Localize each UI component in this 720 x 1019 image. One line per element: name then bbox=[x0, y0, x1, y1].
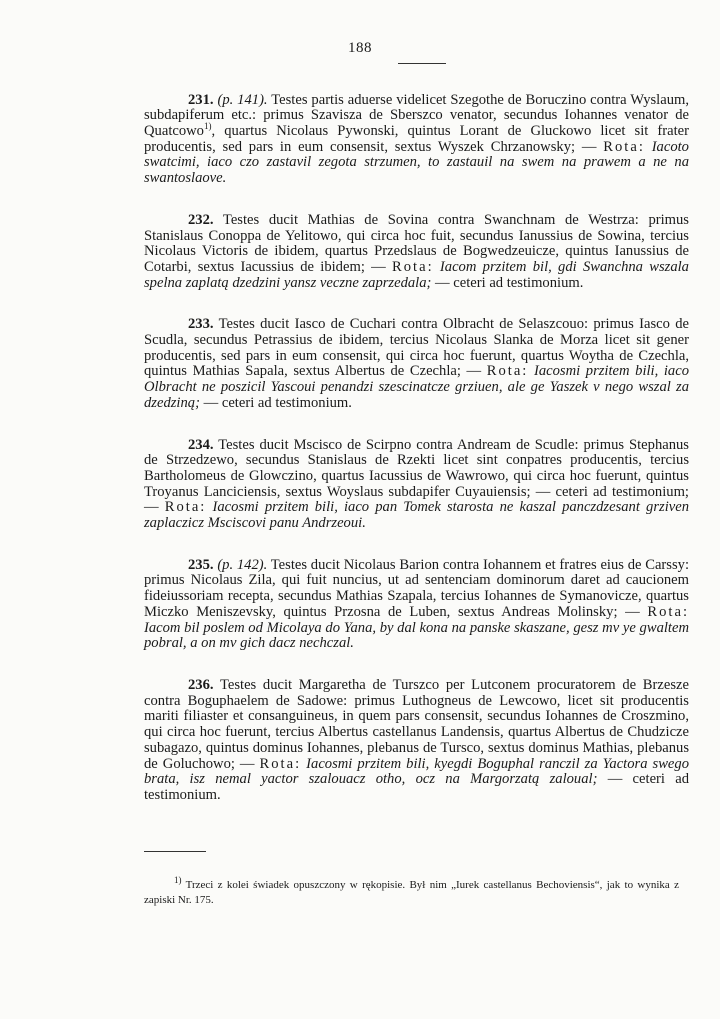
entry-tail: — ceteri ad testimonium. bbox=[144, 771, 689, 803]
entry-233 bbox=[144, 317, 689, 411]
footnote-reference: 1) bbox=[203, 121, 212, 132]
entry-text: Testes ducit Mscisco de Scirpno contra Andream de Scudle: primus Stephanus de Strzedzewo, secundus Stanislaus de Rzekti licet sint conpatres producentis, tercius Bartholomeus de Glowczino, quartus Iacussius de Wawrowo, qui circa hoc fuerunt, quintus Troyanus Lanciciensis, sextus Woyslaus subdapifer Cuyauiensis; — ceteri ad testimonium; — bbox=[144, 436, 689, 516]
footnote-rule bbox=[144, 851, 206, 852]
entry-number: 231. bbox=[188, 91, 214, 108]
rota-label: Rota: bbox=[259, 755, 302, 772]
page-body bbox=[144, 78, 689, 830]
rota-label: Rota: bbox=[647, 603, 689, 620]
rota-quote: Iacosmi przitem bili, kyegdi Boguphal ranczil za Yactora swego brata, isz nemal yactor szalouacz otho, ocz na Margorzatą zaloual; bbox=[144, 755, 689, 788]
rota-label: Rota: bbox=[164, 499, 207, 516]
page-number-rule bbox=[398, 63, 446, 64]
footnote-mark: 1) bbox=[174, 875, 182, 886]
rota-quote: Iacosmi przitem bili, iaco Olbracht ne poszicil Yascoui penandzi szescinatcze grziuen, ale ge Yaszek v nego wszal za dzedziną; bbox=[144, 363, 689, 411]
rota-quote: Iacoto swatcimi, iaco czo zastavil zegota strzumen, to zastauil na swem na prawem a ne na swantoslaove. bbox=[144, 138, 689, 187]
entry-232 bbox=[144, 213, 689, 292]
rota-label: Rota: bbox=[486, 363, 529, 380]
entry-number: 236. bbox=[188, 676, 214, 693]
entry-number: 234. bbox=[188, 436, 214, 453]
entry-text: Testes partis aduerse videlicet Szegothe de Boruczino contra Wyslaum, subdapiferum etc.: primus Szavisza de Sberszco venator, secundus Iohannes venator de Quatcowo bbox=[144, 91, 689, 139]
footnote-text: Trzeci z kolei świadek opuszczony w rękopisie. Był nim „Iurek castellanus Bechoviensis“, jak to wynika z zapiski Nr. 175. bbox=[144, 879, 679, 906]
page-reference: (p. 142). bbox=[217, 556, 268, 573]
entry-235 bbox=[144, 558, 689, 652]
entry-number: 233. bbox=[188, 316, 214, 333]
rota-quote: Iacom bil poslem od Micolaya do Yana, by dal kona na panske skaszane, gesz mv ye gwaltem pobral, a on mv gich dacz nechczal. bbox=[144, 619, 689, 652]
entry-tail: — ceteri ad testimonium. bbox=[431, 274, 584, 291]
page-number: 188 bbox=[348, 40, 372, 56]
entry-text: Testes ducit Mathias de Sovina contra Swanchnam de Westrza: primus Stanislaus Conoppa de Yelitowo, qui circa hoc fuit, secundus Ianussius de Sowina, tercius Nicolaus Victoris de ibidem, quartus Przedslaus de Bogwedzeuicze, quintus Ianussius de Cotarbi, sextus Iacussius de ibidem; — bbox=[144, 211, 689, 275]
entry-text: Testes ducit Margaretha de Turszco per Lutconem procuratorem de Brzesze contra Boguphaelem de Sadowe: primus Luthogneus de Lewcowo, licet sit producentis mariti filiaster et consanguineus, in quem pars consensit, secundus Iohannes de Croszmino, qui circa hoc fuerunt, tercius Albertus castellanus Landensis, quartus Albertus de Chudzicze subagazo, quintus dominus Iohannes, plebanus de Tursco, sextus dominus Mathias, plebanus de Goluchowo; — bbox=[144, 676, 689, 772]
entry-text: Testes ducit Nicolaus Barion contra Iohannem et fratres eius de Carssy: primus Nicolaus Zila, qui fuit nuncius, ut ad sentenciam dominorum daret ad caucionem fideiussoriam recepta, secundus Mathias Szapala, tercius Iohannes de Symanovicze, quartus Miczko Meniszevsky, quintus Przosna de Luben, sextus Andreas Molinsky; — bbox=[144, 556, 690, 620]
entry-number: 232. bbox=[188, 211, 214, 228]
entry-231 bbox=[144, 93, 689, 187]
rota-quote: Iacosmi przitem bili, iaco pan Tomek starosta ne kaszal panczdzesant grziven zaplaczicz Msciscovi panu Andrzeoui. bbox=[144, 499, 690, 532]
entry-234 bbox=[144, 438, 689, 532]
entry-number: 235. bbox=[188, 556, 214, 573]
page-reference: (p. 141). bbox=[217, 91, 268, 108]
rota-label: Rota: bbox=[603, 138, 645, 155]
rota-label: Rota: bbox=[392, 258, 434, 275]
rota-quote: Iacom przitem bil, gdi Swanchna wszala spelna zaplatą dzedzini yansz veczne zaprzedala; bbox=[144, 258, 689, 291]
entry-text-continued: , quartus Nicolaus Pywonski, quintus Lorant de Gluckowo licet sit frater producentis, sed pars in eum consensit, sextus Wyszek Chrzanowsky; — bbox=[144, 123, 689, 155]
entry-text: Testes ducit Iasco de Cuchari contra Olbracht de Selaszcouo: primus Iasco de Scudla, secundus Petrassius de ibidem, tercius Nicolaus Slanka de Morza licet sit gener producentis, sed pars in eum consensit, qui circa hoc fuerunt, quartus Woytha de Czechla, quintus Mathias Sapala, sextus Albertus de Czechla; — bbox=[144, 316, 689, 380]
footnote bbox=[144, 875, 679, 908]
entry-236 bbox=[144, 678, 689, 804]
entry-tail: — ceteri ad testimonium. bbox=[199, 394, 352, 411]
